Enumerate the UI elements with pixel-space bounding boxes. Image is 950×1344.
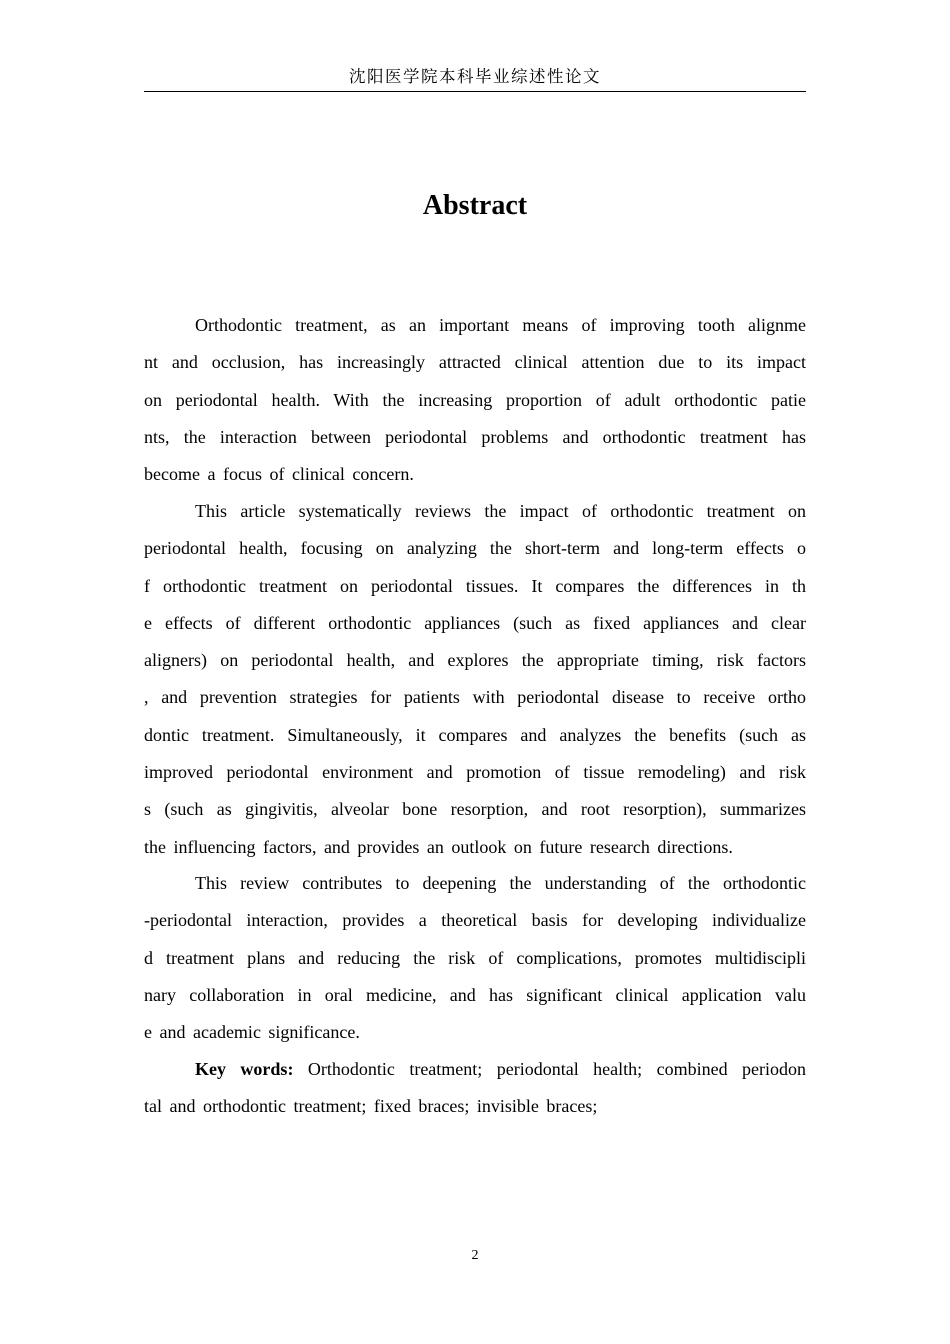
paragraph-line: , and prevention strategies for patients with periodontal disease to receive ortho	[144, 687, 806, 708]
paragraph-line: nary collaboration in oral medicine, and has significant clinical application valu	[144, 984, 806, 1005]
paragraph-line: d treatment plans and reducing the risk of complications, promotes multidiscipli	[144, 947, 806, 968]
keywords-block	[144, 1051, 806, 1126]
abstract-paragraph-3	[144, 865, 806, 1051]
abstract-paragraph-2	[144, 493, 806, 866]
paragraph-line: aligners) on periodontal health, and explores the appropriate timing, risk factors	[144, 650, 806, 671]
paragraph-line: s (such as gingivitis, alveolar bone resorption, and root resorption), summarizes	[144, 799, 806, 820]
paragraph-line: nts, the interaction between periodontal problems and orthodontic treatment has	[144, 426, 806, 447]
paragraph-line: become a focus of clinical concern.	[144, 464, 414, 485]
paragraph-line: e and academic significance.	[144, 1022, 360, 1043]
keywords-line: tal and orthodontic treatment; fixed braces; invisible braces;	[144, 1096, 598, 1117]
keywords-label: Key words:	[195, 1059, 294, 1079]
abstract-paragraph-1	[144, 307, 806, 493]
abstract-title: Abstract	[422, 190, 528, 221]
paragraph-line: periodontal health, focusing on analyzing the short-term and long-term effects o	[144, 538, 806, 559]
paragraph-line: This article systematically reviews the impact of orthodontic treatment on	[195, 501, 806, 521]
paragraph-line: f orthodontic treatment on periodontal tissues. It compares the differences in th	[144, 575, 806, 596]
header-rule	[144, 91, 806, 92]
keywords-line	[144, 1051, 806, 1088]
running-header: 沈阳医学院本科毕业综述性论文	[349, 67, 601, 86]
paragraph-line: on periodontal health. With the increasing proportion of adult orthodontic patie	[144, 389, 806, 410]
paragraph-line: -periodontal interaction, provides a theoretical basis for developing individualize	[144, 910, 806, 931]
paragraph-line: the influencing factors, and provides an outlook on future research directions.	[144, 836, 733, 857]
page-number: 2	[471, 1248, 479, 1263]
paragraph-line: dontic treatment. Simultaneously, it compares and analyzes the benefits (such as	[144, 724, 806, 745]
paragraph-line: nt and occlusion, has increasingly attracted clinical attention due to its impact	[144, 352, 806, 373]
paragraph-line: e effects of different orthodontic appliances (such as fixed appliances and clear	[144, 612, 806, 633]
keywords-text: Orthodontic treatment; periodontal health; combined periodon	[307, 1059, 806, 1079]
paragraph-line: improved periodontal environment and promotion of tissue remodeling) and risk	[144, 762, 806, 783]
paragraph-line: Orthodontic treatment, as an important means of improving tooth alignme	[195, 315, 806, 335]
paragraph-line: This review contributes to deepening the understanding of the orthodontic	[195, 873, 806, 893]
